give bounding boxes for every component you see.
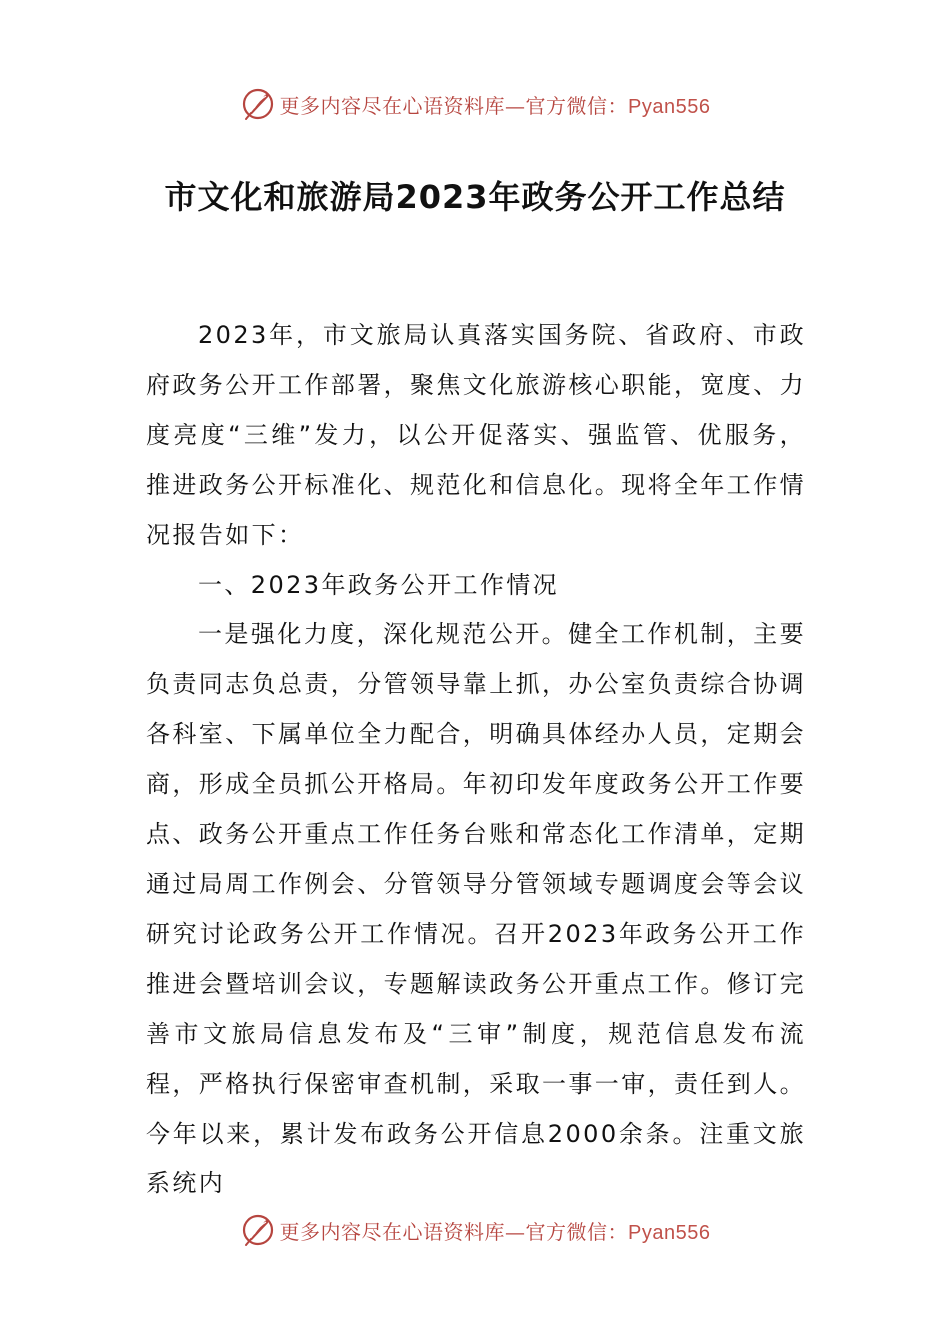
quill-logo-icon [240, 1212, 276, 1248]
section-heading: 一、2023年政务公开工作情况 [198, 570, 560, 599]
watermark-banner-bottom [0, 1208, 950, 1252]
paragraph-section-one: 一是强化力度，深化规范公开。健全工作机制，主要负责同志负总责，分管领导靠上抓，办公室负责综合协调各科室、下属单位全力配合，明确具体经办人员，定期会商，形成全员抓公开格局。年初印发年度政务公开工作要点、政务公开重点工作任务台账和常态化工作清单，定期通过局周工作例会、分管领导分管领域专题调度会等会议研究讨论政务公开工作情况。召开2023年政务公开工作推进会暨培训会议，专题解读政务公开重点工作。修订完善市文旅局信息发布及“三审”制度，规范信息发布流程，严格执行保密审查机制，采取一事一审，责任到人。今年以来，累计发布政务公开信息2000余条。注重文旅系统内 [146, 620, 806, 1198]
document-body [146, 311, 806, 1209]
watermark-banner-top [0, 82, 950, 126]
wechat-id: Pyan556 [628, 1221, 711, 1244]
paragraph-intro: 2023年，市文旅局认真落实国务院、省政府、市政府政务公开工作部署，聚焦文化旅游核心职能，宽度、力度亮度“三维”发力，以公开促落实、强监管、优服务，推进政务公开标准化、规范化和信息化。现将全年工作情况报告如下： [146, 321, 806, 549]
wechat-id: Pyan556 [628, 95, 711, 118]
quill-logo-icon [240, 86, 276, 122]
watermark-text: 更多内容尽在心语资料库—官方微信：Pyan556 [279, 1219, 711, 1244]
document-title: 市文化和旅游局2023年政务公开工作总结 [164, 178, 786, 216]
watermark-text: 更多内容尽在心语资料库—官方微信：Pyan556 [279, 93, 711, 118]
